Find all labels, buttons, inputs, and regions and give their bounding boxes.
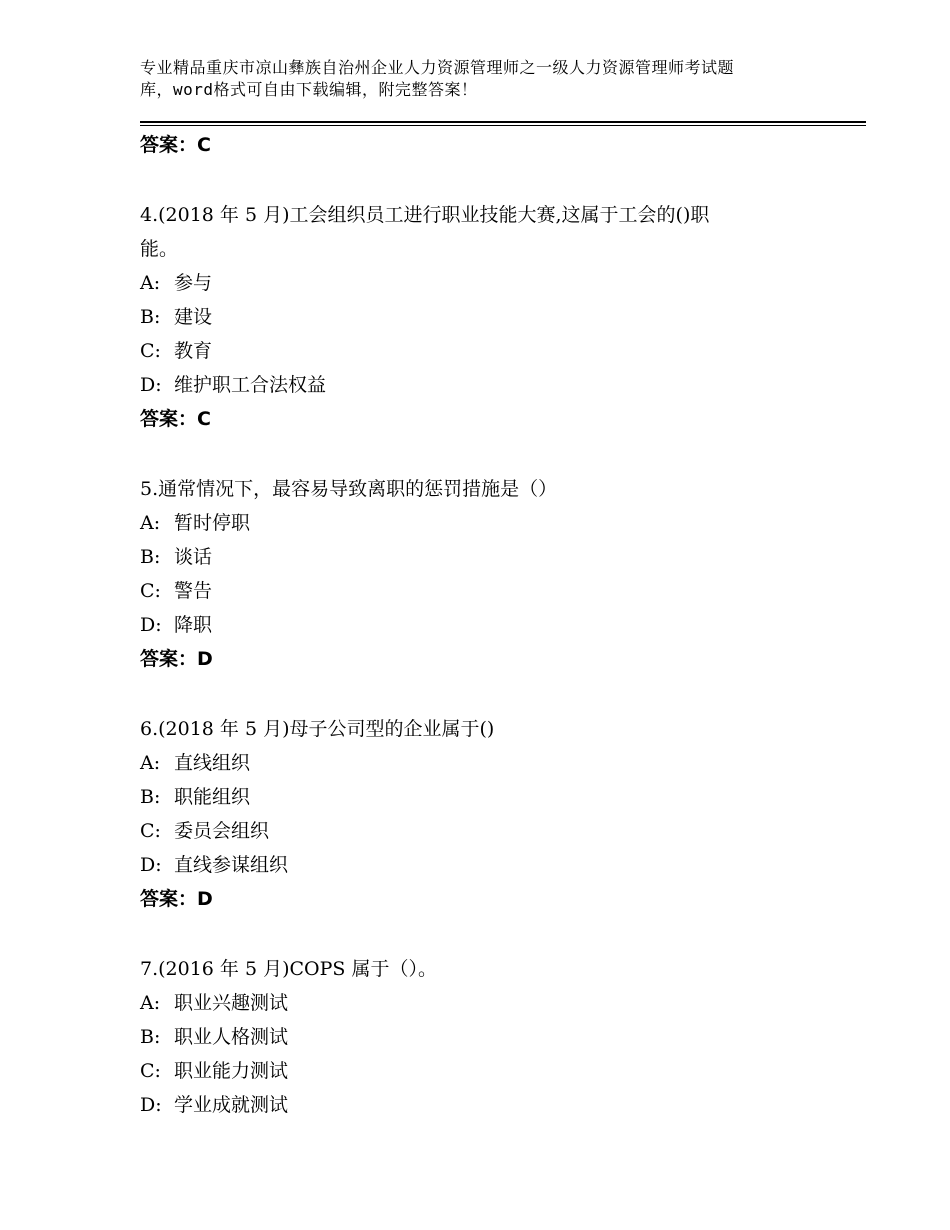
- option-row: [140, 986, 840, 1020]
- question-text: 5.通常情况下，最容易导致离职的惩罚措施是（）: [140, 478, 558, 500]
- option-letter: A:: [140, 272, 161, 294]
- question-block: [140, 472, 840, 676]
- question-text: 6.(2018 年 5 月)母子公司型的企业属于(): [140, 718, 495, 740]
- option-text: 降职: [174, 614, 213, 636]
- option-letter: C:: [140, 340, 161, 362]
- option-text: 学业成就测试: [174, 1094, 289, 1116]
- header-divider-thick: [140, 121, 866, 123]
- option-text: 委员会组织: [174, 820, 270, 842]
- option-letter: D:: [140, 614, 162, 636]
- option-letter: D:: [140, 374, 162, 396]
- option-row: [140, 334, 840, 368]
- question-text: 4.(2018 年 5 月)工会组织员工进行职业技能大赛,这属于工会的()职: [140, 204, 710, 226]
- answer-line: 答案：C: [140, 134, 211, 156]
- option-text: 教育: [174, 340, 213, 362]
- option-row: [140, 266, 840, 300]
- option-row: [140, 608, 840, 642]
- question-text: 能。: [140, 238, 179, 260]
- option-text: 参与: [174, 272, 213, 294]
- option-letter: A:: [140, 752, 161, 774]
- option-letter: D:: [140, 1094, 162, 1116]
- answer-line: 答案：D: [140, 648, 213, 670]
- answer-line: 答案：C: [140, 408, 211, 430]
- option-row: [140, 814, 840, 848]
- question-block: [140, 712, 840, 916]
- option-letter: B:: [140, 1026, 161, 1048]
- question-text: 7.(2016 年 5 月)COPS 属于（）。: [140, 958, 437, 980]
- option-row: [140, 368, 840, 402]
- option-text: 维护职工合法权益: [174, 374, 327, 396]
- option-letter: B:: [140, 546, 161, 568]
- option-text: 谈话: [174, 546, 213, 568]
- option-letter: B:: [140, 786, 161, 808]
- option-letter: D:: [140, 854, 162, 876]
- option-row: [140, 506, 840, 540]
- header-divider-thin: [140, 125, 866, 126]
- option-row: [140, 848, 840, 882]
- option-row: [140, 1088, 840, 1122]
- option-text: 职业人格测试: [174, 1026, 289, 1048]
- option-row: [140, 574, 840, 608]
- header-line-2: 库，word格式可自由下载编辑，附完整答案！: [140, 80, 478, 99]
- option-row: [140, 1054, 840, 1088]
- option-text: 职业兴趣测试: [174, 992, 289, 1014]
- question-block: [140, 952, 840, 1122]
- option-text: 建设: [174, 306, 213, 328]
- option-letter: C:: [140, 580, 161, 602]
- option-letter: C:: [140, 1060, 161, 1082]
- option-text: 警告: [174, 580, 213, 602]
- option-row: [140, 746, 840, 780]
- option-letter: C:: [140, 820, 161, 842]
- option-text: 直线参谋组织: [174, 854, 289, 876]
- document-header: [140, 57, 840, 101]
- option-letter: A:: [140, 512, 161, 534]
- question-block: [140, 198, 840, 436]
- option-letter: A:: [140, 992, 161, 1014]
- header-line-1: 专业精品重庆市凉山彝族自治州企业人力资源管理师之一级人力资源管理师考试题: [140, 58, 735, 77]
- option-text: 职能组织: [174, 786, 251, 808]
- answer-line: 答案：D: [140, 888, 213, 910]
- option-row: [140, 540, 840, 574]
- option-text: 直线组织: [174, 752, 251, 774]
- option-row: [140, 780, 840, 814]
- option-letter: B:: [140, 306, 161, 328]
- option-text: 职业能力测试: [174, 1060, 289, 1082]
- question-list: [140, 128, 840, 1122]
- option-row: [140, 1020, 840, 1054]
- option-row: [140, 300, 840, 334]
- option-text: 暂时停职: [174, 512, 251, 534]
